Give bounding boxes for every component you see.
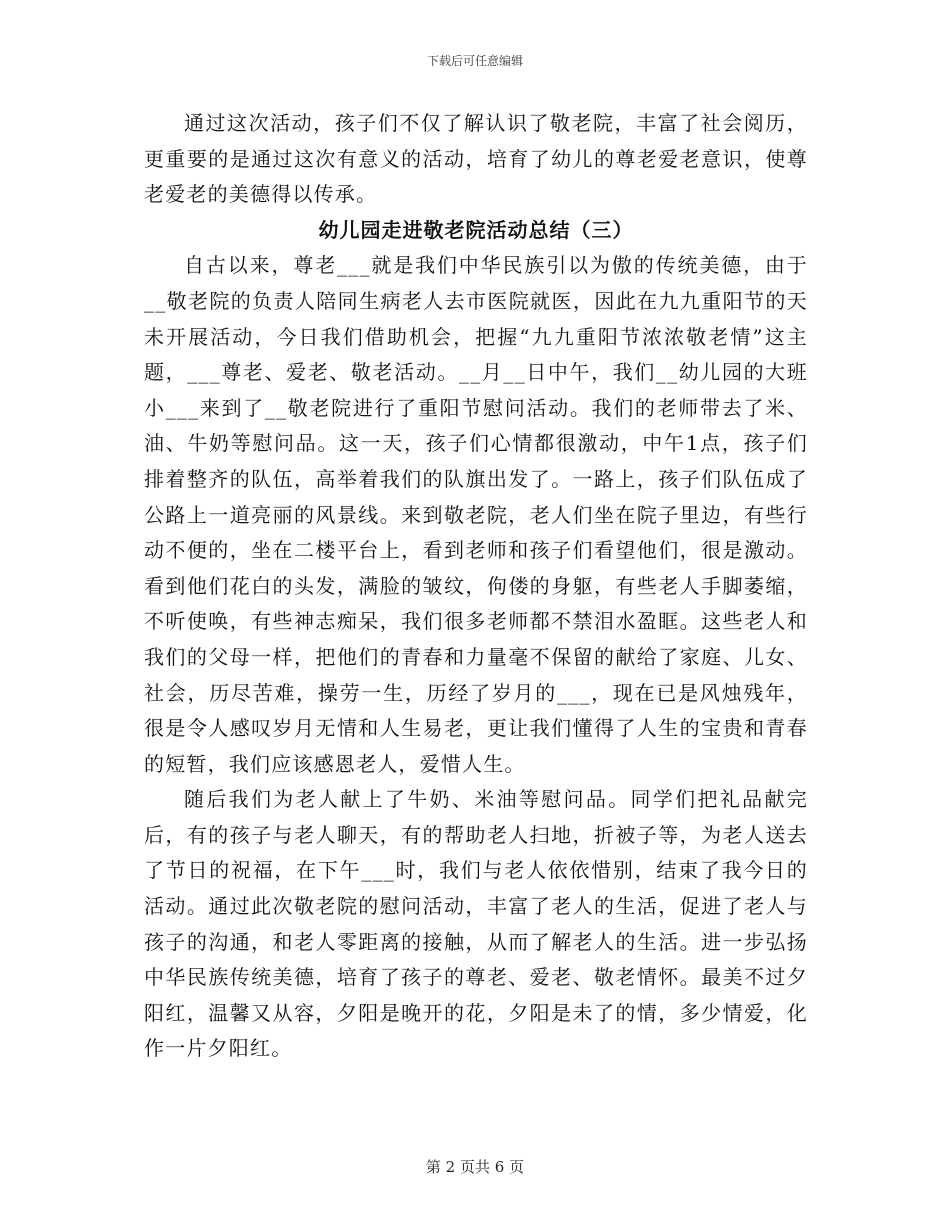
page-number: 第 2 页共 6 页 [425, 1158, 525, 1176]
page-header: 下载后可任意编辑 [426, 54, 523, 68]
intro-paragraph: 通过这次活动，孩子们不仅了解认识了敬老院，丰富了社会阅历，更重要的是通过这次有意义的活动，培育了幼儿的尊老爱老意识，使尊老爱老的美德得以传承。 [144, 111, 808, 207]
document-body [144, 106, 808, 1067]
body-paragraph-2: 随后我们为老人献上了牛奶、米油等慰问品。同学们把礼品献完后，有的孩子与老人聊天，有的帮助老人扫地，折被子等，为老人送去了节日的祝福，在下午___时，我们与老人依依惜别，结束了我今日的活动。通过此次敬老院的慰问活动，丰富了老人的生活，促进了老人与孩子的沟通，和老人零距离的接触，从而了解老人的生活。进一步弘扬中华民族传统美德，培育了孩子的尊老、爱老、敬老情怀。最美不过夕阳红，温馨又从容，夕阳是晚开的花，夕阳是未了的情，多少情爱，化作一片夕阳红。 [144, 787, 808, 1061]
section-title: 幼儿园走进敬老院活动总结（三） [318, 217, 634, 242]
body-paragraph-1: 自古以来，尊老___就是我们中华民族引以为傲的传统美德，由于__敬老院的负责人陪同生病老人去市医院就医，因此在九九重阳节的天未开展活动，今日我们借助机会，把握“九九重阳节浓浓敬老情”这主题，___尊老、爱老、敬老活动。__月__日中午，我们__幼儿园的大班小___来到了__敬老院进行了重阳节慰问活动。我们的老师带去了米、油、牛奶等慰问品。这一天，孩子们心情都很激动，中午1点，孩子们排着整齐的队伍，高举着我们的队旗出发了。一路上，孩子们队伍成了公路上一道亮丽的风景线。来到敬老院，老人们坐在院子里边，有些行动不便的，坐在二楼平台上，看到老师和孩子们看望他们，很是激动。看到他们花白的头发，满脸的皱纹，佝偻的身躯，有些老人手脚萎缩，不听使唤，有些神志痴呆，我们很多老师都不禁泪水盈眶。这些老人和我们的父母一样，把他们的青春和力量毫不保留的献给了家庭、儿女、社会，历尽苦难，操劳一生，历经了岁月的___，现在已是风烛残年，很是令人感叹岁月无情和人生易老，更让我们懂得了人生的宝贵和青春的短暂，我们应该感恩老人，爱惜人生。 [144, 253, 808, 776]
